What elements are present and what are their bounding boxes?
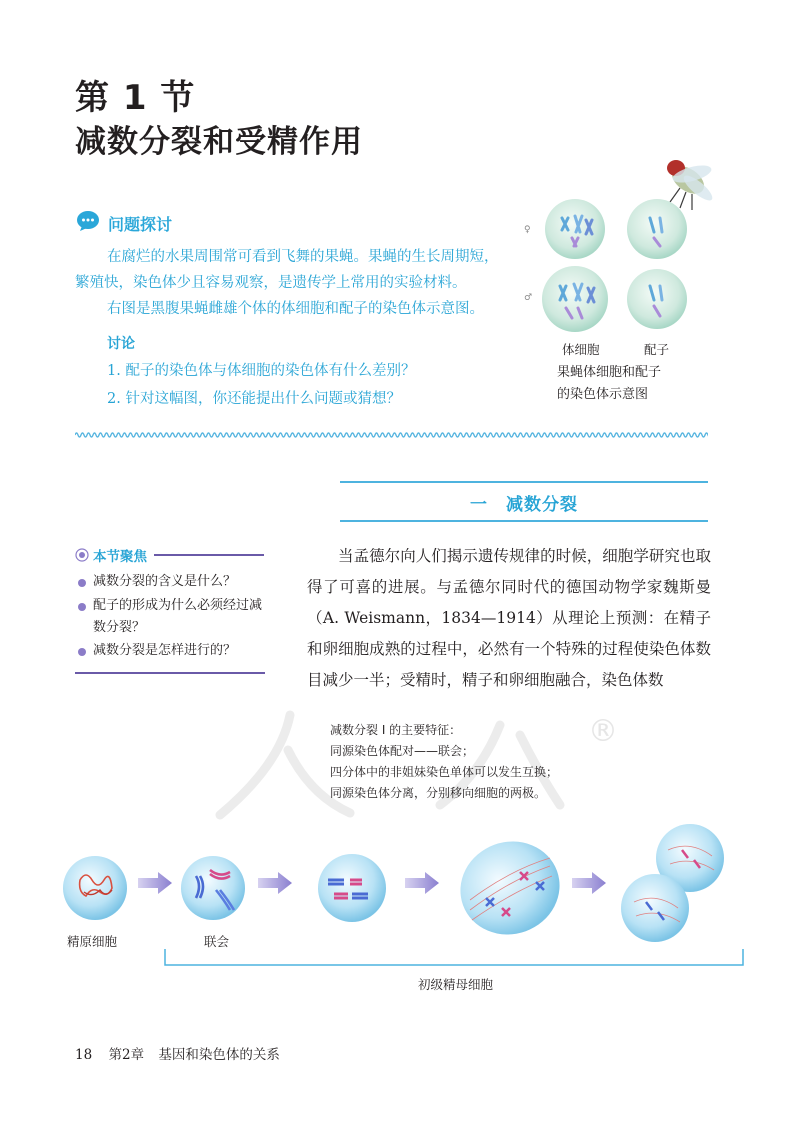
focus-item-2: 配子的形成为什么必须经过减 bbox=[93, 598, 263, 613]
features-title: 减数分裂 Ⅰ 的主要特征： bbox=[330, 723, 462, 737]
focus-item-3: 减数分裂是怎样进行的？ bbox=[93, 643, 237, 658]
label-primary-spermatocyte: 初级精母细胞 bbox=[418, 977, 494, 992]
question-inquiry-label: 问题探讨 bbox=[108, 215, 173, 234]
female-symbol: ♀ bbox=[524, 225, 531, 235]
feature-item-2: 四分体中的非姐妹染色单体可以发生互换； bbox=[330, 765, 559, 779]
registered-mark: ® bbox=[588, 714, 618, 749]
focus-header: 本节聚焦 bbox=[93, 549, 147, 565]
section-number: 第 1 节 bbox=[75, 78, 196, 118]
meiosis-cell-sequence bbox=[50, 820, 770, 960]
label-spermatogonium: 精原细胞 bbox=[67, 934, 118, 949]
page-number: 18 bbox=[75, 1047, 93, 1063]
feature-item-1: 同源染色体配对——联会； bbox=[330, 744, 475, 758]
discussion-item-2: 2. 针对这幅图，你还能提出什么问题或猜想？ bbox=[107, 391, 401, 407]
inquiry-text-line-1: 在腐烂的水果周围常可看到飞舞的果蝇。果蝇的生长周期短， bbox=[107, 249, 499, 265]
male-gamete bbox=[627, 269, 687, 329]
focus-item-1: 减数分裂的含义是什么？ bbox=[93, 574, 237, 589]
label-gamete: 配子 bbox=[644, 342, 670, 357]
arrow-right-icon bbox=[572, 872, 606, 894]
bullet-dot bbox=[78, 579, 86, 587]
metaphase-cell bbox=[318, 854, 386, 922]
chapter-title: 基因和染色体的关系 bbox=[158, 1047, 280, 1063]
arrow-right-icon bbox=[258, 872, 292, 894]
fruit-fly-illustration bbox=[667, 160, 716, 210]
caption-line-2: 的染色体示意图 bbox=[557, 387, 649, 402]
arrow-right-icon bbox=[138, 872, 172, 894]
focus-bottom-rule bbox=[75, 672, 265, 674]
label-body-cell: 体细胞 bbox=[562, 342, 600, 357]
anaphase-cell bbox=[447, 828, 572, 949]
subsection-rule-top bbox=[340, 481, 708, 483]
spermatogonium-cell bbox=[63, 856, 127, 920]
label-synapsis: 联会 bbox=[204, 934, 230, 949]
fruit-fly-chromosome-figure bbox=[520, 150, 720, 350]
feature-item-3: 同源染色体分离，分别移向细胞的两极。 bbox=[330, 786, 547, 800]
focus-header-rule bbox=[154, 554, 264, 556]
target-icon bbox=[75, 548, 89, 562]
chapter-number: 第2章 bbox=[108, 1047, 145, 1063]
speech-bubble-icon bbox=[76, 210, 100, 232]
telophase-cells bbox=[621, 824, 724, 942]
synapsis-cell bbox=[181, 856, 245, 920]
arrow-right-icon bbox=[405, 872, 439, 894]
body-paragraph: 当孟德尔向人们揭示遗传规律的时候，细胞学研究也取得了可喜的进展。与孟德尔同时代的德国动物学家魏斯曼（A. Weismann，1834—1914）从理论上预测：在精子和卵细胞成熟的过程中，必然有一个特殊的过程使染色体数目减少一半；受精时，精子和卵细胞融合，染色体数 bbox=[307, 547, 711, 689]
caption-line-1: 果蝇体细胞和配子 bbox=[557, 365, 662, 380]
male-symbol: ♂ bbox=[524, 293, 533, 303]
bullet-dot bbox=[78, 603, 86, 611]
bullet-dot bbox=[78, 648, 86, 656]
inquiry-text-line-2: 繁殖快，染色体少且容易观察，是遗传学上常用的实验材料。 bbox=[75, 275, 467, 291]
subsection-title: 一 减数分裂 bbox=[470, 495, 578, 515]
meiosis-features bbox=[330, 720, 558, 804]
discussion-label: 讨论 bbox=[107, 336, 135, 352]
subsection-rule-bottom bbox=[340, 520, 708, 522]
stage-bracket bbox=[164, 948, 744, 968]
wavy-divider bbox=[75, 428, 708, 442]
female-gamete bbox=[627, 199, 687, 259]
focus-item-2-cont: 数分裂？ bbox=[93, 620, 146, 635]
female-body-cell bbox=[545, 199, 605, 259]
inquiry-text-line-3: 右图是黑腹果蝇雌雄个体的体细胞和配子的染色体示意图。 bbox=[107, 301, 484, 317]
page-footer bbox=[75, 1043, 280, 1063]
discussion-item-1: 1. 配子的染色体与体细胞的染色体有什么差别？ bbox=[107, 363, 416, 379]
figure-caption bbox=[557, 362, 661, 406]
section-title: 减数分裂和受精作用 bbox=[75, 124, 363, 160]
